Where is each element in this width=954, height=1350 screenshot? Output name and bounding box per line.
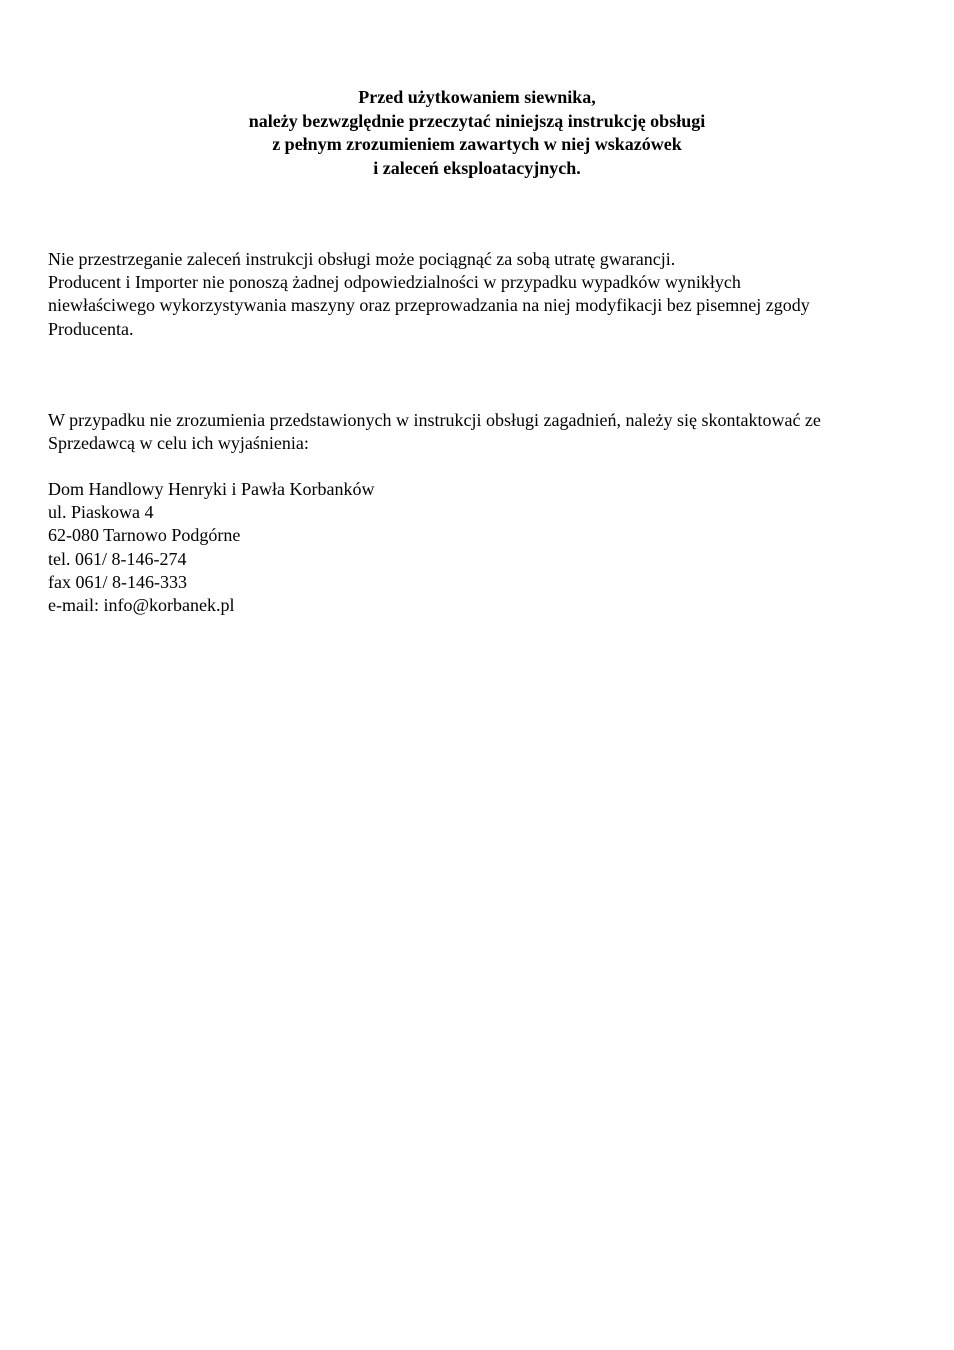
- postal-city: 62-080 Tarnowo Podgórne: [48, 525, 241, 546]
- contact-note-paragraph: [48, 409, 908, 455]
- heading-line: i zaleceń eksploatacyjnych.: [373, 157, 581, 178]
- contact-note-line: Sprzedawcą w celu ich wyjaśnienia:: [48, 433, 309, 454]
- seller-address: [48, 478, 908, 617]
- heading-line: należy bezwzględnie przeczytać niniejszą instrukcję obsługi: [248, 110, 706, 131]
- disclaimer-line: Nie przestrzeganie zaleceń instrukcji obsługi może pociągnąć za sobą utratę gwarancji.: [48, 249, 676, 269]
- disclaimer-paragraph: [48, 248, 908, 341]
- company-name: Dom Handlowy Henryki i Pawła Korbanków: [48, 479, 375, 499]
- street-address: ul. Piaskowa 4: [48, 502, 154, 523]
- disclaimer-line: Producenta.: [48, 318, 134, 339]
- disclaimer-line: niewłaściwego wykorzystywania maszyny oraz przeprowadzania na niej modyfikacji bez pisemnej zgody: [48, 295, 810, 316]
- phone-number: tel. 061/ 8-146-274: [48, 548, 187, 569]
- fax-number: fax 061/ 8-146-333: [48, 571, 187, 592]
- heading-line: z pełnym zrozumieniem zawartych w niej wskazówek: [272, 134, 682, 154]
- heading-line: Przed użytkowaniem siewnika,: [358, 87, 596, 107]
- contact-note-line: W przypadku nie zrozumienia przedstawionych w instrukcji obsługi zagadnień, należy się skontaktować ze: [48, 410, 821, 430]
- warning-heading: [0, 86, 954, 180]
- disclaimer-line: Producent i Importer nie ponoszą żadnej odpowiedzialności w przypadku wypadków wynikłych: [48, 272, 741, 293]
- email-address: e-mail: info@korbanek.pl: [48, 595, 235, 616]
